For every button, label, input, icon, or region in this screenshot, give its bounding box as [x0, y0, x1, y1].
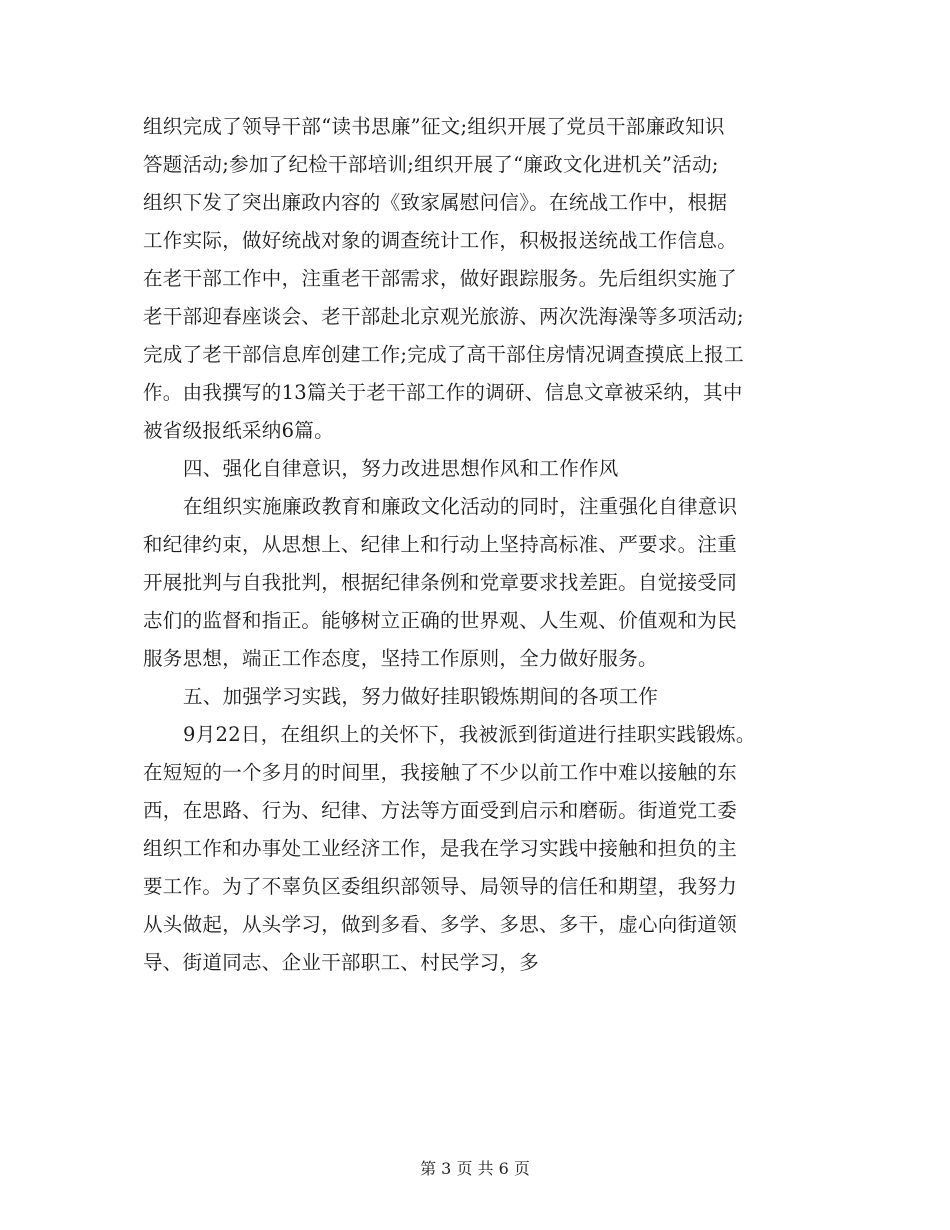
section-heading-4: 四、强化自律意识，努力改进思想作风和工作作风	[183, 457, 619, 480]
text-line: 开展批判与自我批判，根据纪律条例和党章要求找差距。自觉接受同	[143, 571, 738, 594]
text-line: 组织完成了领导干部“读书思廉”征文;组织开展了党员干部廉政知识	[143, 115, 725, 138]
text-line: 服务思想，端正工作态度，坚持工作原则，全力做好服务。	[143, 647, 658, 670]
text-line: 在短短的一个多月的时间里，我接触了不少以前工作中难以接触的东	[143, 761, 738, 784]
text-line: 导、街道同志、企业干部职工、村民学习，多	[143, 951, 540, 974]
text-line: 和纪律约束，从思想上、纪律上和行动上坚持高标准、严要求。注重	[143, 533, 738, 556]
section-heading-5: 五、加强学习实践，努力做好挂职锻炼期间的各项工作	[183, 685, 659, 708]
text-line: 作。由我撰写的13篇关于老干部工作的调研、信息文章被采纳，其中	[143, 381, 743, 404]
page-number: 第 3 页 共 6 页	[420, 1159, 530, 1178]
text-line: 要工作。为了不辜负区委组织部领导、局领导的信任和期望，我努力	[143, 875, 738, 898]
text-line: 被省级报纸采纳6篇。	[143, 419, 334, 442]
text-line: 答题活动;参加了纪检干部培训;组织开展了“廉政文化进机关”活动;	[143, 153, 719, 176]
text-line: 老干部迎春座谈会、老干部赴北京观光旅游、两次洗海澡等多项活动;	[143, 305, 744, 328]
body-text	[143, 108, 823, 982]
text-line: 在老干部工作中，注重老干部需求，做好跟踪服务。先后组织实施了	[143, 267, 738, 290]
text-line: 西，在思路、行为、纪律、方法等方面受到启示和磨砺。街道党工委	[143, 799, 738, 822]
text-line: 在组织实施廉政教育和廉政文化活动的同时，注重强化自律意识	[183, 495, 738, 518]
text-line: 志们的监督和指正。能够树立正确的世界观、人生观、价值观和为民	[143, 609, 738, 632]
text-line: 从头做起，从头学习，做到多看、多学、多思、多干，虚心向街道领	[143, 913, 738, 936]
text-line: 工作实际，做好统战对象的调查统计工作，积极报送统战工作信息。	[143, 229, 738, 252]
text-line: 组织工作和办事处工业经济工作，是我在学习实践中接触和担负的主	[143, 837, 738, 860]
text-line: 完成了老干部信息库创建工作;完成了高干部住房情况调查摸底上报工	[143, 343, 744, 366]
text-line: 组织下发了突出廉政内容的《致家属慰问信》。在统战工作中，根据	[143, 191, 728, 214]
text-line: 9月22日，在组织上的关怀下，我被派到街道进行挂职实践锻炼。	[183, 723, 756, 746]
